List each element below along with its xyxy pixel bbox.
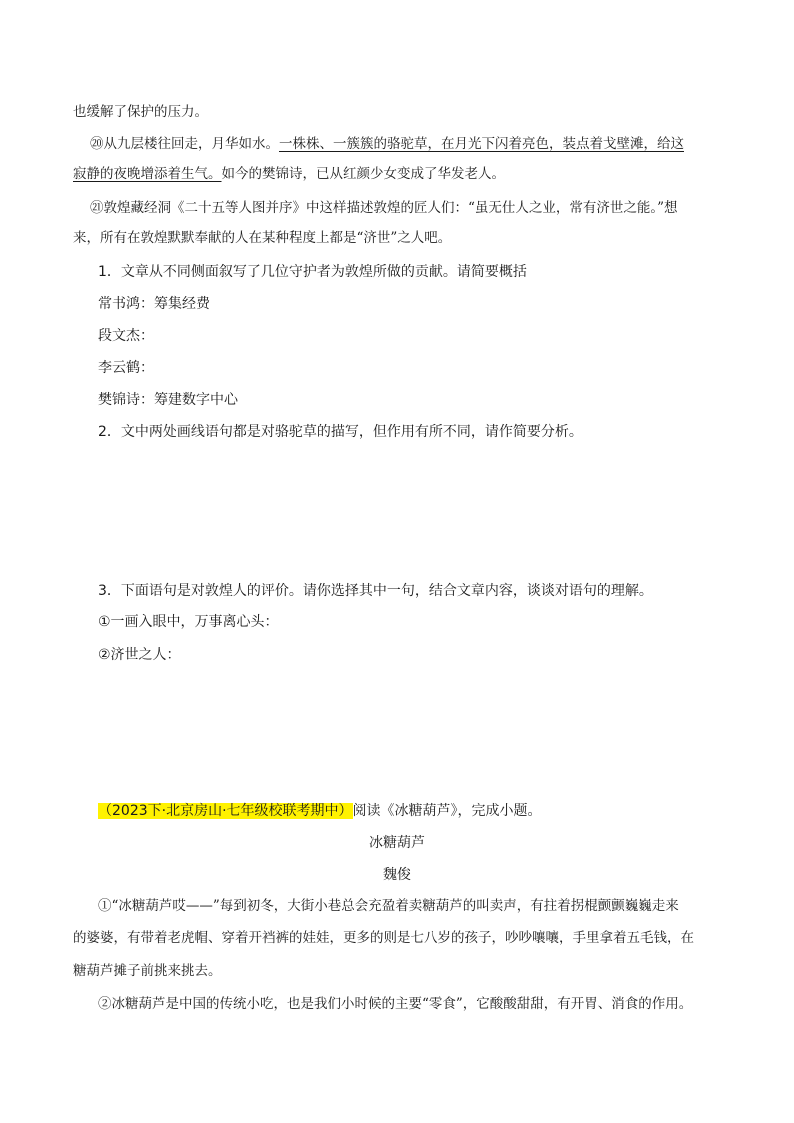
question-2: 2．文中两处画线语句都是对骆驼草的描写，但作用有所不同，请作简要分析。 [98, 424, 583, 440]
paragraph-text: 如今的樊锦诗，已从红颜少女变成了华发老人。 [221, 166, 505, 182]
paragraph-number: ⑳ [90, 136, 104, 152]
paragraph-text: 敦煌藏经洞《二十五等人图并序》中这样描述敦煌的匠人们：“虽无仕人之业，常有济世之能。”想 [103, 200, 678, 216]
article-p1-line1: ①“冰糖葫芦哎——”每到初冬，大街小巷总会充盈着卖糖葫芦的叫卖声，有拄着拐棍颤颤巍巍走来 [98, 898, 679, 914]
underlined-sentence: 寂静的夜晚增添着生气。 [73, 166, 222, 182]
paragraph-20-line2 [73, 164, 505, 184]
paragraph-21-line2: 来，所有在敦煌默默奉献的人在某种程度上都是“济世”之人吧。 [73, 230, 452, 246]
answer-item-4: 樊锦诗：筹建数字中心 [98, 392, 238, 408]
article-p1-line2: 的婆婆，有带着老虎帽、穿着开裆裤的娃娃，更多的则是七八岁的孩子，吵吵嚷嚷，手里拿着五毛钱，在 [73, 930, 694, 946]
article-p1-line3: 糖葫芦摊子前挑来挑去。 [73, 963, 222, 979]
question-1: 1．文章从不同侧面叙写了几位守护者为敦煌所做的贡献。请简要概括 [98, 264, 527, 280]
instruction-text: 阅读《冰糖葫芦》，完成小题。 [352, 803, 542, 819]
answer-item-1: 常书鸿：筹集经费 [98, 296, 210, 312]
quote-option-2: ②济世之人： [98, 647, 181, 663]
source-highlight: （2023下·北京房山·七年级校联考期中） [98, 803, 353, 819]
quote-option-1: ①一画入眼中，万事离心头： [98, 614, 279, 630]
article-p2-line1: ②冰糖葫芦是中国的传统小吃，也是我们小时候的主要“零食”，它酸酸甜甜，有开胃、消食的作用。 [98, 996, 693, 1012]
underlined-sentence: 一株株、一簇簇的骆驼草，在月光下闪着亮色，装点着戈壁滩，给这 [279, 136, 684, 152]
section-intro [98, 801, 542, 821]
answer-item-2: 段文杰： [98, 328, 154, 344]
passage-continuation: 也缓解了保护的压力。 [73, 104, 208, 120]
answer-item-3: 李云鹤： [98, 360, 154, 376]
paragraph-20-line1 [90, 134, 684, 154]
paragraph-21-line1 [90, 198, 678, 218]
article-title: 冰糖葫芦 [369, 835, 425, 851]
paragraph-text: 从九层楼往回走，月华如水。 [103, 136, 279, 152]
question-3: 3．下面语句是对敦煌人的评价。请你选择其中一句，结合文章内容，谈谈对语句的理解。 [98, 583, 653, 599]
paragraph-number: ㉑ [90, 200, 104, 216]
article-author: 魏俊 [383, 867, 411, 883]
